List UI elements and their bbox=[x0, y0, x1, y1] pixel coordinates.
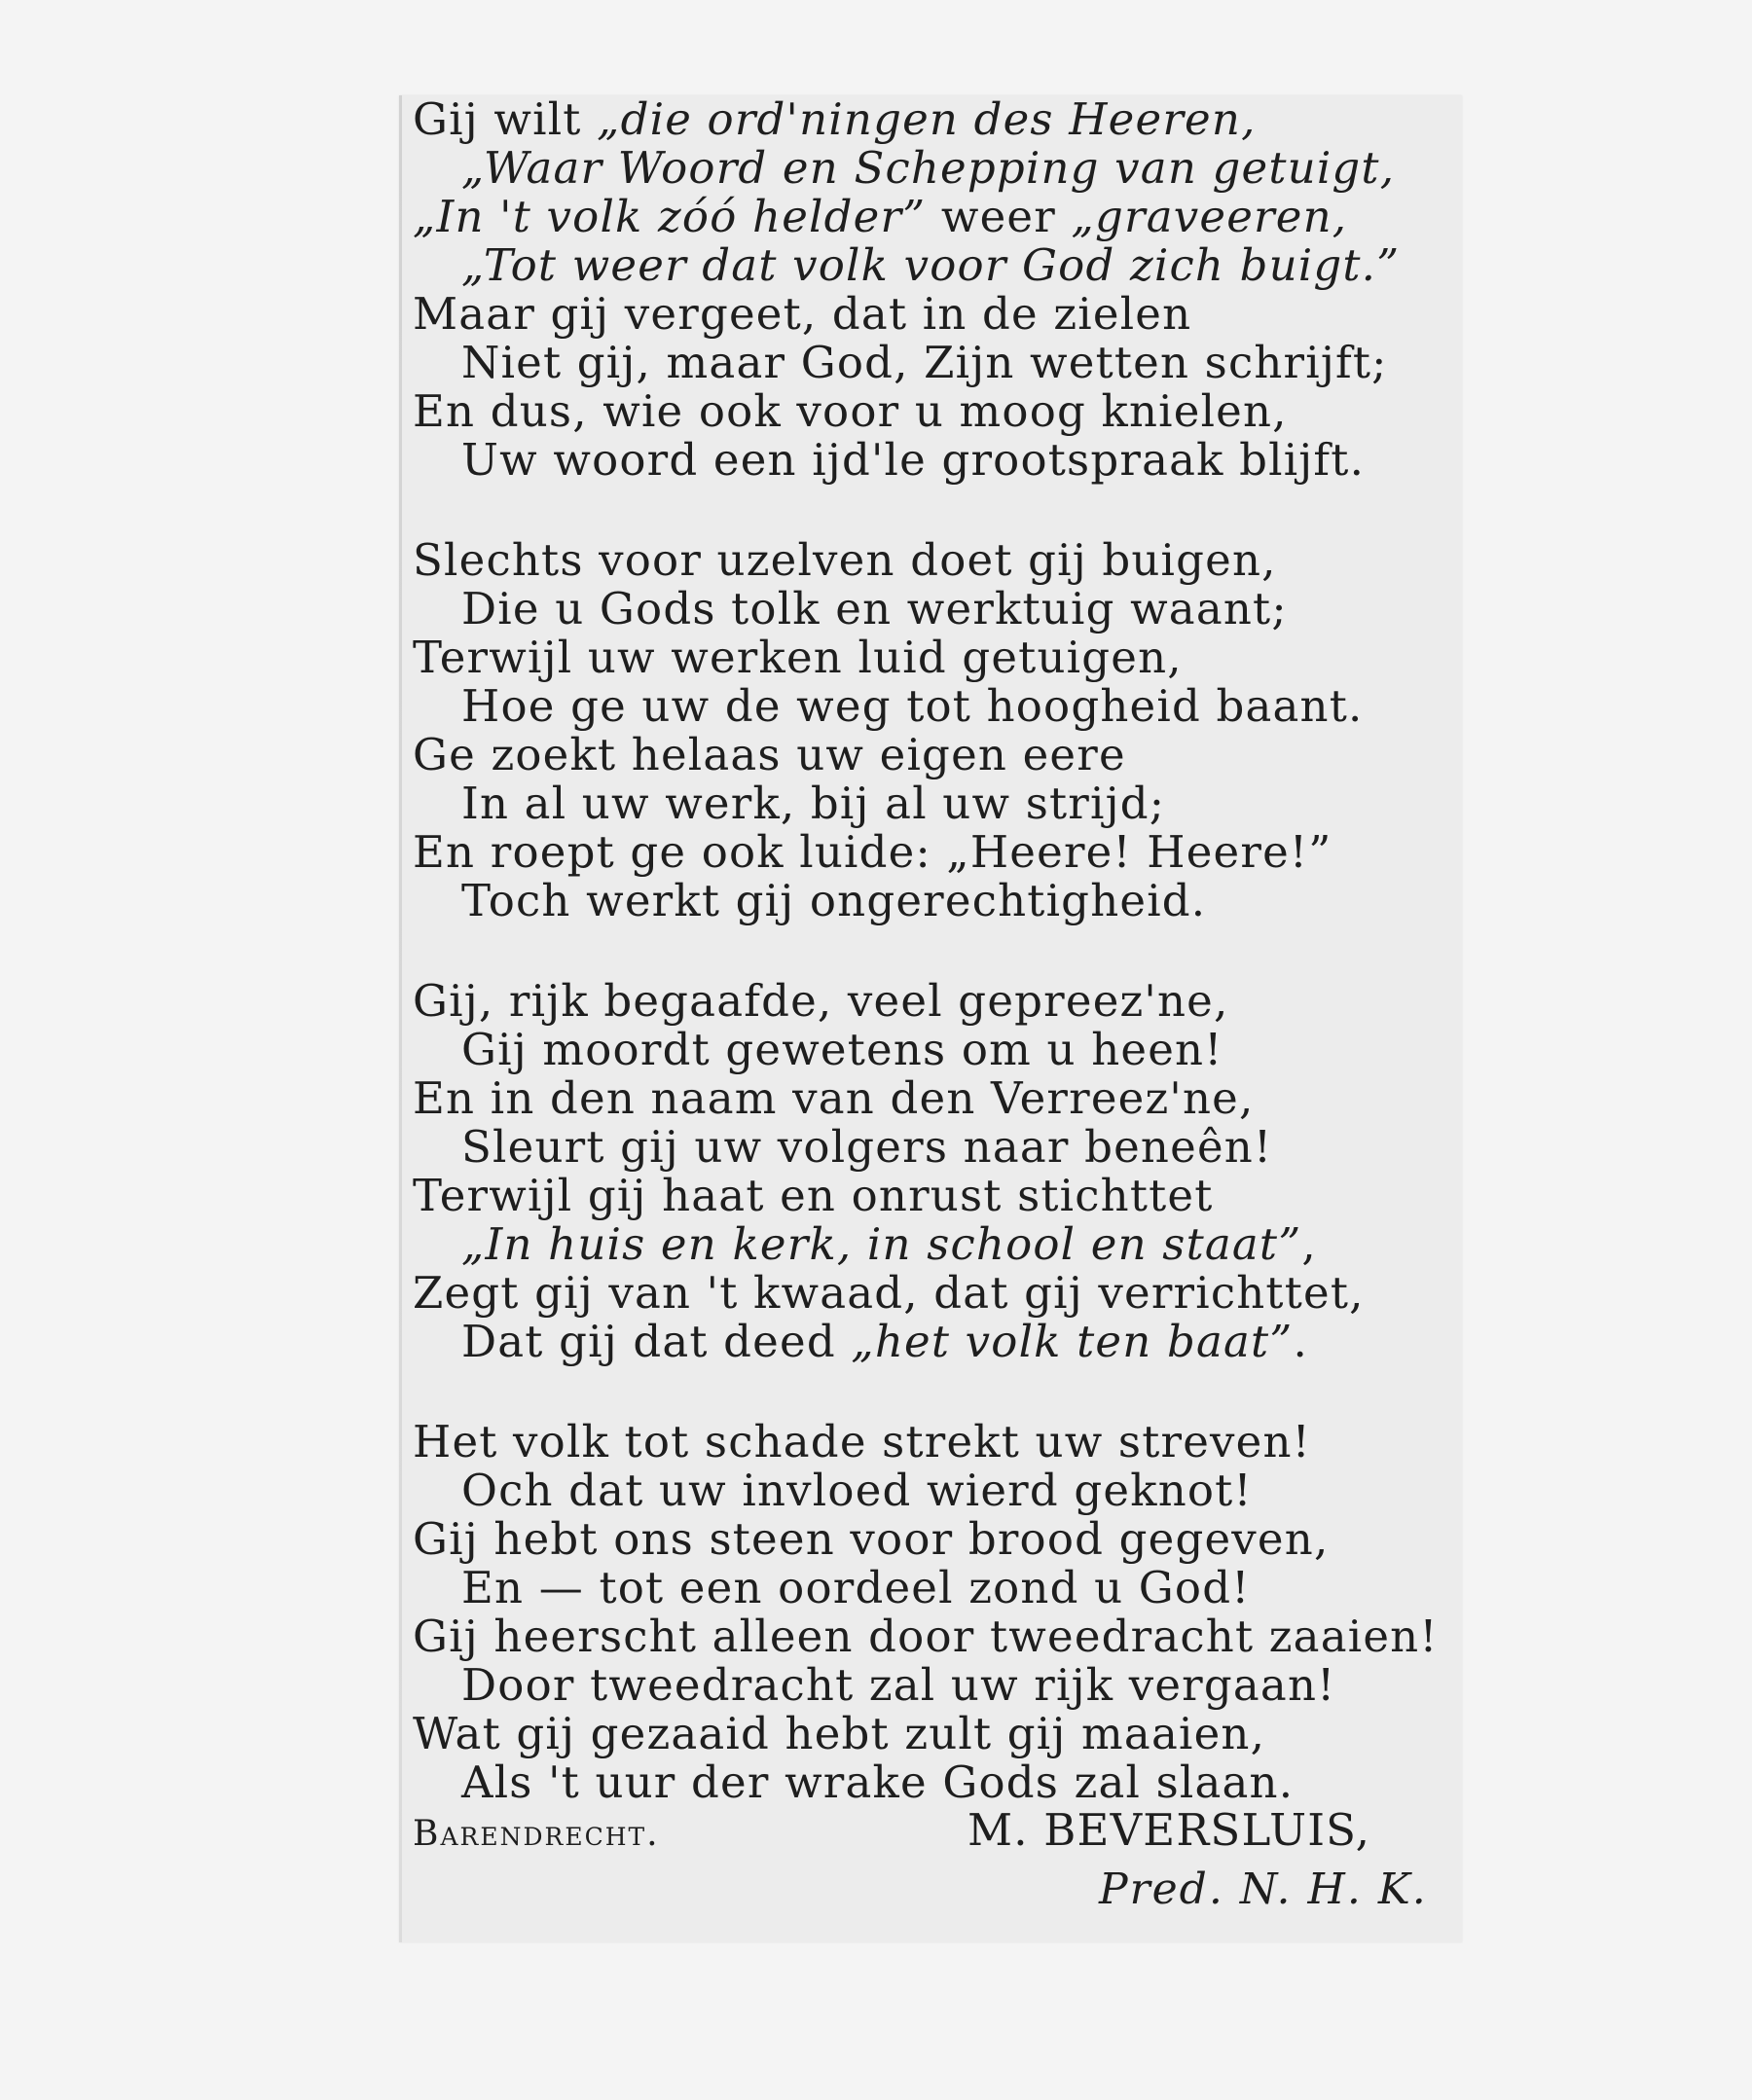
text-segment: Maar gij vergeet, dat in de zielen bbox=[413, 288, 1192, 340]
poem-line bbox=[413, 339, 1454, 387]
text-segment: Hoe ge uw de weg tot hoogheid baant. bbox=[461, 680, 1364, 732]
text-segment: In al uw werk, bij al uw strijd; bbox=[461, 778, 1166, 829]
text-segment: Terwijl uw werken luid getuigen, bbox=[413, 632, 1183, 683]
poem-line bbox=[413, 634, 1454, 682]
italic-text: „In huis en kerk, in school en staat” bbox=[461, 1218, 1302, 1270]
text-segment: Door tweedracht zal uw rijk vergaan! bbox=[461, 1659, 1336, 1711]
stanza bbox=[413, 536, 1454, 925]
poem-line bbox=[413, 731, 1454, 779]
text-segment: En — tot een oordeel zond u God! bbox=[461, 1562, 1251, 1613]
poem-line bbox=[413, 977, 1454, 1026]
stanza bbox=[413, 1418, 1454, 1807]
stanza bbox=[413, 977, 1454, 1366]
poem bbox=[413, 95, 1454, 1807]
poem-line bbox=[413, 877, 1454, 925]
poem-line bbox=[413, 536, 1454, 585]
poem-line bbox=[413, 682, 1454, 731]
text-segment: Gij heerscht alleen door tweedracht zaaien! bbox=[413, 1611, 1439, 1662]
text-segment: Gij, rijk begaafde, veel gepreez'ne, bbox=[413, 975, 1229, 1027]
text-segment: Slechts voor uzelven doet gij buigen, bbox=[413, 534, 1277, 586]
text-segment: En dus, wie ook voor u moog knielen, bbox=[413, 385, 1288, 437]
text-segment: Toch werkt gij ongerechtigheid. bbox=[461, 875, 1207, 926]
signature-author: M. BEVERSLUIS, bbox=[967, 1804, 1371, 1856]
text-segment: Niet gij, maar God, Zijn wetten schrijft; bbox=[461, 337, 1388, 388]
poem-line bbox=[413, 1710, 1454, 1758]
poem-line bbox=[413, 1564, 1454, 1612]
text-segment: Gij wilt bbox=[413, 93, 598, 145]
newspaper-clipping bbox=[399, 95, 1462, 1942]
text-segment: Gij moordt gewetens om u heen! bbox=[461, 1024, 1223, 1075]
signature-block bbox=[413, 1796, 1454, 1933]
poem-line bbox=[413, 1074, 1454, 1123]
poem-line bbox=[413, 1123, 1454, 1172]
poem-line bbox=[413, 436, 1454, 485]
poem-line bbox=[413, 1661, 1454, 1710]
italic-text: „het volk ten baat” bbox=[851, 1316, 1294, 1367]
poem-line bbox=[413, 1418, 1454, 1466]
poem-line bbox=[413, 193, 1454, 241]
text-segment: Och dat uw invloed wierd geknot! bbox=[461, 1465, 1253, 1516]
text-segment: Wat gij gezaaid hebt zult gij maaien, bbox=[413, 1708, 1266, 1759]
text-segment: En in den naam van den Verreez'ne, bbox=[413, 1072, 1255, 1124]
poem-line bbox=[413, 290, 1454, 339]
poem-line bbox=[413, 241, 1454, 290]
text-segment: Gij hebt ons steen voor brood gegeven, bbox=[413, 1513, 1330, 1565]
poem-line bbox=[413, 828, 1454, 877]
poem-line bbox=[413, 585, 1454, 634]
text-segment: Als 't uur der wrake Gods zal slaan. bbox=[461, 1756, 1295, 1808]
poem-line bbox=[413, 779, 1454, 828]
italic-text: „Tot weer dat volk voor God zich buigt.” bbox=[461, 239, 1401, 291]
text-segment: Ge zoekt helaas uw eigen eere bbox=[413, 729, 1126, 780]
text-segment: , bbox=[1301, 1218, 1317, 1270]
text-segment: Terwijl gij haat en onrust stichttet bbox=[413, 1170, 1214, 1221]
text-segment: Uw woord een ijd'le grootspraak blijft. bbox=[461, 434, 1366, 486]
text-segment: Dat gij dat deed bbox=[461, 1316, 852, 1367]
text-segment: Het volk tot schade strekt uw streven! bbox=[413, 1416, 1311, 1467]
poem-line bbox=[413, 1515, 1454, 1564]
text-segment: weer bbox=[926, 191, 1072, 242]
poem-line bbox=[413, 1172, 1454, 1220]
poem-line bbox=[413, 1318, 1454, 1366]
poem-line bbox=[413, 1612, 1454, 1661]
italic-text: „In 't volk zóó helder” bbox=[413, 191, 927, 242]
italic-text: „die ord'ningen des Heeren, bbox=[597, 93, 1257, 145]
text-segment: Die u Gods tolk en werktuig waant; bbox=[461, 583, 1288, 634]
text-segment: Zegt gij van 't kwaad, dat gij verrichttet, bbox=[413, 1267, 1365, 1319]
poem-line bbox=[413, 95, 1454, 144]
poem-line bbox=[413, 1466, 1454, 1515]
text-segment: Sleurt gij uw volgers naar beneên! bbox=[461, 1121, 1273, 1173]
poem-line bbox=[413, 1026, 1454, 1074]
signature-place: Barendrecht. bbox=[413, 1814, 660, 1854]
italic-text: „Waar Woord en Schepping van getuigt, bbox=[461, 142, 1396, 194]
text-segment: En roept ge ook luide: „Heere! Heere!” bbox=[413, 826, 1332, 878]
text-segment: . bbox=[1293, 1316, 1309, 1367]
poem-line bbox=[413, 1220, 1454, 1269]
signature-position: Pred. N. H. K. bbox=[1099, 1865, 1428, 1914]
stanza bbox=[413, 95, 1454, 485]
poem-line bbox=[413, 144, 1454, 193]
poem-line bbox=[413, 1269, 1454, 1318]
italic-text: „graveeren, bbox=[1071, 191, 1348, 242]
poem-line bbox=[413, 387, 1454, 436]
